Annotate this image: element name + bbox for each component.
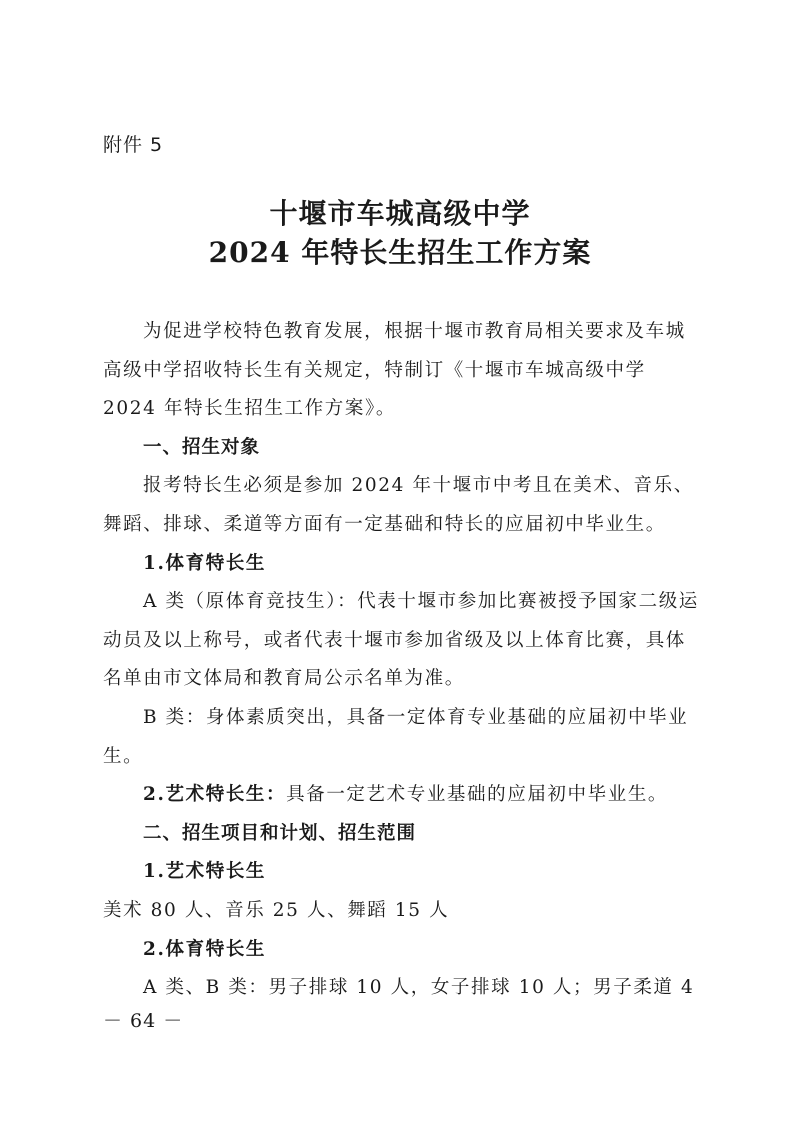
section1-heading: 一、招生对象 bbox=[143, 436, 261, 458]
sports-specialty-heading: 1.体育特长生 bbox=[143, 552, 267, 574]
page-number: － 64 － bbox=[103, 1010, 184, 1032]
sports-quota-text: A 类、B 类：男子排球 10 人，女子排球 10 人；男子柔道 4 bbox=[143, 977, 695, 999]
art-quota-heading: 1.艺术特长生 bbox=[143, 861, 267, 883]
attachment-label: 附件 5 bbox=[103, 134, 164, 156]
section1-paragraph: 报考特长生必须是参加 2024 年十堰市中考且在美术、音乐、舞蹈、排球、柔道等方面有一定基础和特长的应届初中毕业生。 bbox=[103, 475, 694, 535]
art-specialty-heading: 2.艺术特长生： bbox=[143, 784, 287, 806]
art-quota-text: 美术 80 人、音乐 25 人、舞蹈 15 人 bbox=[103, 899, 450, 921]
class-a-paragraph: A 类（原体育竞技生）：代表十堰市参加比赛被授予国家二级运动员及以上称号，或者代表十堰市参加省级及以上体育比赛，具体名单由市文体局和教育局公示名单为准。 bbox=[103, 591, 699, 690]
document-title-line2: 2024 年特长生招生工作方案 bbox=[208, 236, 592, 269]
art-specialty-text: 具备一定艺术专业基础的应届初中毕业生。 bbox=[286, 784, 669, 806]
document-title-line1: 十堰市车城高级中学 bbox=[269, 197, 531, 230]
class-b-paragraph: B 类：身体素质突出，具备一定体育专业基础的应届初中毕业生。 bbox=[103, 706, 689, 767]
art-specialty-paragraph bbox=[103, 776, 703, 815]
document-body bbox=[103, 313, 703, 1008]
sports-quota-heading: 2.体育特长生 bbox=[143, 938, 267, 960]
intro-paragraph: 为促进学校特色教育发展，根据十堰市教育局相关要求及车城高级中学招收特长生有关规定，特制订《十堰市车城高级中学 2024 年特长生招生工作方案》。 bbox=[103, 321, 686, 420]
section2-heading: 二、招生项目和计划、招生范围 bbox=[143, 822, 417, 844]
